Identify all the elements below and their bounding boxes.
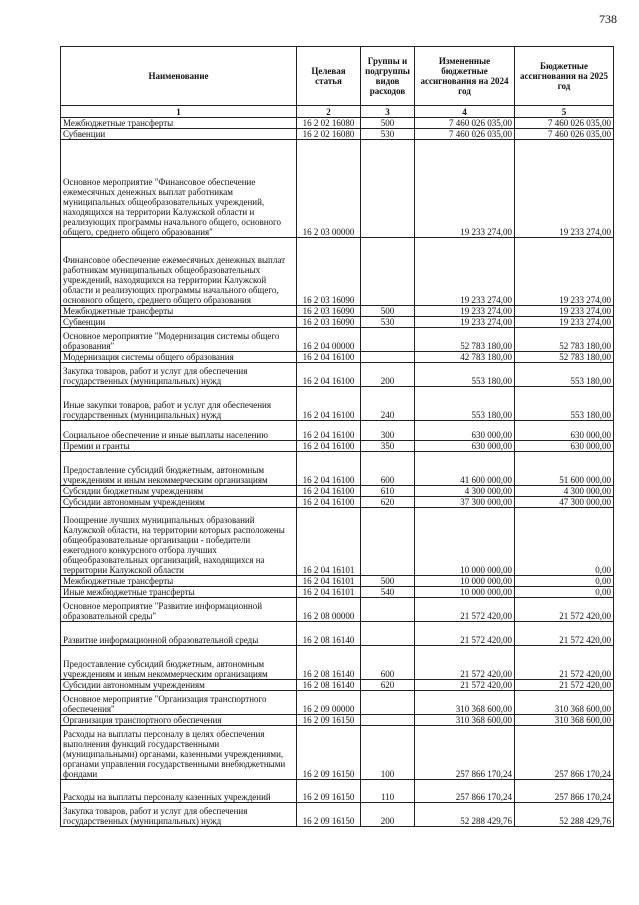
row-target-article: 16 2 04 00000 bbox=[297, 328, 361, 352]
row-amount-2025: 51 600 000,00 bbox=[515, 452, 614, 486]
row-expense-group bbox=[361, 715, 415, 726]
row-amount-2025: 310 368 600,00 bbox=[515, 715, 614, 726]
header-name: Наименование bbox=[61, 47, 297, 106]
row-amount-2024: 19 233 274,00 bbox=[415, 140, 515, 238]
row-target-article: 16 2 08 00000 bbox=[297, 598, 361, 622]
row-amount-2024: 310 368 600,00 bbox=[415, 691, 515, 715]
row-target-article: 16 2 08 16140 bbox=[297, 646, 361, 680]
row-name: Социальное обеспечение и иные выплаты населению bbox=[61, 421, 297, 441]
row-amount-2024: 257 866 170,24 bbox=[415, 726, 515, 780]
row-expense-group: 100 bbox=[361, 726, 415, 780]
row-amount-2025: 21 572 420,00 bbox=[515, 646, 614, 680]
row-expense-group: 620 bbox=[361, 680, 415, 691]
budget-table bbox=[60, 46, 614, 827]
row-amount-2024: 19 233 274,00 bbox=[415, 306, 515, 317]
row-target-article: 16 2 09 16150 bbox=[297, 803, 361, 827]
table-row bbox=[61, 780, 614, 803]
row-target-article: 16 2 04 16100 bbox=[297, 387, 361, 421]
row-expense-group bbox=[361, 140, 415, 238]
row-name: Субсидии автономным учреждениям bbox=[61, 497, 297, 508]
row-amount-2025: 553 180,00 bbox=[515, 363, 614, 387]
row-expense-group bbox=[361, 691, 415, 715]
row-amount-2024: 10 000 000,00 bbox=[415, 587, 515, 598]
row-name: Модернизация системы общего образования bbox=[61, 352, 297, 363]
row-amount-2025: 257 866 170,24 bbox=[515, 780, 614, 803]
row-expense-group: 530 bbox=[361, 317, 415, 328]
column-number: 1 bbox=[61, 106, 297, 118]
row-expense-group bbox=[361, 622, 415, 646]
row-target-article: 16 2 04 16100 bbox=[297, 441, 361, 452]
row-name: Предоставление субсидий бюджетным, автономным учреждениям и иным некоммерческим организациям bbox=[61, 646, 297, 680]
row-expense-group: 500 bbox=[361, 576, 415, 587]
row-amount-2025: 4 300 000,00 bbox=[515, 486, 614, 497]
column-number: 2 bbox=[297, 106, 361, 118]
row-amount-2024: 630 000,00 bbox=[415, 441, 515, 452]
row-expense-group: 500 bbox=[361, 118, 415, 129]
row-amount-2025: 52 783 180,00 bbox=[515, 328, 614, 352]
row-expense-group: 540 bbox=[361, 587, 415, 598]
row-expense-group: 600 bbox=[361, 452, 415, 486]
row-name: Основное мероприятие "Организация транспортного обеспечения" bbox=[61, 691, 297, 715]
row-target-article: 16 2 08 16140 bbox=[297, 680, 361, 691]
header-target-article: Целевая статья bbox=[297, 47, 361, 106]
row-amount-2024: 4 300 000,00 bbox=[415, 486, 515, 497]
header-allocations-2024: Измененные бюджетные ассигнования на 2024 год bbox=[415, 47, 515, 106]
table-row bbox=[61, 328, 614, 352]
row-name: Субсидии автономным учреждениям bbox=[61, 680, 297, 691]
row-expense-group bbox=[361, 598, 415, 622]
row-target-article: 16 2 02 16080 bbox=[297, 129, 361, 140]
row-amount-2025: 0,00 bbox=[515, 508, 614, 576]
row-amount-2024: 21 572 420,00 bbox=[415, 680, 515, 691]
row-amount-2025: 21 572 420,00 bbox=[515, 680, 614, 691]
row-amount-2024: 19 233 274,00 bbox=[415, 238, 515, 306]
table-row bbox=[61, 129, 614, 140]
row-target-article: 16 2 03 16090 bbox=[297, 238, 361, 306]
row-amount-2025: 7 460 026 035,00 bbox=[515, 118, 614, 129]
row-name: Закупка товаров, работ и услуг для обеспечения государственных (муниципальных) нужд bbox=[61, 803, 297, 827]
table-row bbox=[61, 803, 614, 827]
column-number: 3 bbox=[361, 106, 415, 118]
table-row bbox=[61, 118, 614, 129]
row-name: Основное мероприятие "Финансовое обеспечение ежемесячных денежных выплат работникам муниципальных общеобразовательных учреждений, находящихся на территории Калужской области и реализующих программы начального общего, основного общего, среднего общего образования" bbox=[61, 140, 297, 238]
column-number: 4 bbox=[415, 106, 515, 118]
row-amount-2024: 7 460 026 035,00 bbox=[415, 118, 515, 129]
row-amount-2024: 19 233 274,00 bbox=[415, 317, 515, 328]
row-amount-2024: 257 866 170,24 bbox=[415, 780, 515, 803]
row-target-article: 16 2 04 16101 bbox=[297, 587, 361, 598]
row-expense-group bbox=[361, 352, 415, 363]
column-number: 5 bbox=[515, 106, 614, 118]
row-amount-2025: 0,00 bbox=[515, 576, 614, 587]
row-target-article: 16 2 04 16100 bbox=[297, 421, 361, 441]
row-amount-2025: 630 000,00 bbox=[515, 421, 614, 441]
row-target-article: 16 2 03 16090 bbox=[297, 317, 361, 328]
row-name: Организация транспортного обеспечения bbox=[61, 715, 297, 726]
row-target-article: 16 2 09 00000 bbox=[297, 691, 361, 715]
row-amount-2024: 553 180,00 bbox=[415, 363, 515, 387]
table-row bbox=[61, 317, 614, 328]
header-row bbox=[61, 47, 614, 106]
table-row bbox=[61, 486, 614, 497]
row-amount-2025: 19 233 274,00 bbox=[515, 306, 614, 317]
row-amount-2024: 310 368 600,00 bbox=[415, 715, 515, 726]
table-row bbox=[61, 306, 614, 317]
row-amount-2024: 42 783 180,00 bbox=[415, 352, 515, 363]
row-target-article: 16 2 04 16100 bbox=[297, 363, 361, 387]
row-name: Иные закупки товаров, работ и услуг для обеспечения государственных (муниципальных) нужд bbox=[61, 387, 297, 421]
row-name: Развитие информационной образовательной среды bbox=[61, 622, 297, 646]
row-amount-2025: 52 288 429,76 bbox=[515, 803, 614, 827]
row-expense-group: 620 bbox=[361, 497, 415, 508]
row-name: Расходы на выплаты персоналу казенных учреждений bbox=[61, 780, 297, 803]
table-row bbox=[61, 622, 614, 646]
row-amount-2024: 37 300 000,00 bbox=[415, 497, 515, 508]
table-row bbox=[61, 497, 614, 508]
row-amount-2024: 52 783 180,00 bbox=[415, 328, 515, 352]
column-number-row bbox=[61, 106, 614, 118]
row-target-article: 16 2 04 16100 bbox=[297, 452, 361, 486]
row-expense-group: 610 bbox=[361, 486, 415, 497]
row-name: Субвенции bbox=[61, 317, 297, 328]
row-amount-2025: 47 300 000,00 bbox=[515, 497, 614, 508]
table-row bbox=[61, 587, 614, 598]
table-row bbox=[61, 452, 614, 486]
row-amount-2024: 553 180,00 bbox=[415, 387, 515, 421]
row-target-article: 16 2 08 16140 bbox=[297, 622, 361, 646]
page-number: 738 bbox=[599, 12, 617, 26]
row-name: Расходы на выплаты персоналу в целях обеспечения выполнения функций государственными (муниципальными) органами, казенными учреждениями, органами управления государственными внебюджетными фондами bbox=[61, 726, 297, 780]
row-expense-group bbox=[361, 238, 415, 306]
row-amount-2024: 21 572 420,00 bbox=[415, 646, 515, 680]
row-name: Межбюджетные трансферты bbox=[61, 118, 297, 129]
row-target-article: 16 2 03 16090 bbox=[297, 306, 361, 317]
table-row bbox=[61, 691, 614, 715]
row-expense-group: 500 bbox=[361, 306, 415, 317]
table-row bbox=[61, 715, 614, 726]
table-row bbox=[61, 576, 614, 587]
row-expense-group: 110 bbox=[361, 780, 415, 803]
row-target-article: 16 2 04 16100 bbox=[297, 352, 361, 363]
table-row bbox=[61, 646, 614, 680]
row-name: Основное мероприятие "Развитие информационной образовательной среды" bbox=[61, 598, 297, 622]
row-target-article: 16 2 04 16100 bbox=[297, 497, 361, 508]
table-row bbox=[61, 726, 614, 780]
row-amount-2025: 19 233 274,00 bbox=[515, 140, 614, 238]
row-amount-2025: 19 233 274,00 bbox=[515, 238, 614, 306]
row-name: Поощрение лучших муниципальных образований Калужской области, на территории которых расположены общеобразовательные организации - победители ежегодного конкурсного отбора лучших общеобразовательных организаций, находящихся на территории Калужской области bbox=[61, 508, 297, 576]
row-name: Межбюджетные трансферты bbox=[61, 576, 297, 587]
row-name: Премии и гранты bbox=[61, 441, 297, 452]
row-name: Иные межбюджетные трансферты bbox=[61, 587, 297, 598]
row-amount-2024: 21 572 420,00 bbox=[415, 622, 515, 646]
row-amount-2025: 310 368 600,00 bbox=[515, 691, 614, 715]
row-name: Закупка товаров, работ и услуг для обеспечения государственных (муниципальных) нужд bbox=[61, 363, 297, 387]
row-target-article: 16 2 04 16101 bbox=[297, 576, 361, 587]
row-target-article: 16 2 04 16101 bbox=[297, 508, 361, 576]
row-expense-group: 300 bbox=[361, 421, 415, 441]
row-amount-2024: 10 000 000,00 bbox=[415, 576, 515, 587]
row-amount-2025: 7 460 026 035,00 bbox=[515, 129, 614, 140]
row-expense-group: 530 bbox=[361, 129, 415, 140]
row-name: Финансовое обеспечение ежемесячных денежных выплат работникам муниципальных общеобразовательных учреждений, находящихся на территории Калужской области и реализующих программы начального общего, основного общего, среднего общего образования bbox=[61, 238, 297, 306]
row-amount-2025: 21 572 420,00 bbox=[515, 598, 614, 622]
row-expense-group: 600 bbox=[361, 646, 415, 680]
row-name: Субвенции bbox=[61, 129, 297, 140]
row-amount-2024: 52 288 429,76 bbox=[415, 803, 515, 827]
header-expense-groups: Группы и подгруппы видов расходов bbox=[361, 47, 415, 106]
table-row bbox=[61, 598, 614, 622]
row-expense-group: 240 bbox=[361, 387, 415, 421]
row-amount-2024: 630 000,00 bbox=[415, 421, 515, 441]
table-row bbox=[61, 387, 614, 421]
row-target-article: 16 2 09 16150 bbox=[297, 726, 361, 780]
table-row bbox=[61, 421, 614, 441]
row-amount-2025: 553 180,00 bbox=[515, 387, 614, 421]
row-amount-2025: 630 000,00 bbox=[515, 441, 614, 452]
table-row bbox=[61, 238, 614, 306]
row-amount-2025: 52 783 180,00 bbox=[515, 352, 614, 363]
row-expense-group: 200 bbox=[361, 803, 415, 827]
row-expense-group bbox=[361, 508, 415, 576]
table-row bbox=[61, 363, 614, 387]
row-amount-2025: 257 866 170,24 bbox=[515, 726, 614, 780]
table-row bbox=[61, 441, 614, 452]
row-expense-group bbox=[361, 328, 415, 352]
row-amount-2024: 10 000 000,00 bbox=[415, 508, 515, 576]
row-target-article: 16 2 03 00000 bbox=[297, 140, 361, 238]
table-row bbox=[61, 140, 614, 238]
row-expense-group: 200 bbox=[361, 363, 415, 387]
table-body bbox=[61, 118, 614, 827]
row-amount-2025: 19 233 274,00 bbox=[515, 317, 614, 328]
row-name: Основное мероприятие "Модернизация системы общего образования" bbox=[61, 328, 297, 352]
row-target-article: 16 2 04 16100 bbox=[297, 486, 361, 497]
table-row bbox=[61, 352, 614, 363]
row-name: Предоставление субсидий бюджетным, автономным учреждениям и иным некоммерческим организациям bbox=[61, 452, 297, 486]
row-amount-2024: 7 460 026 035,00 bbox=[415, 129, 515, 140]
row-amount-2025: 0,00 bbox=[515, 587, 614, 598]
row-target-article: 16 2 09 16150 bbox=[297, 780, 361, 803]
table-row bbox=[61, 680, 614, 691]
row-target-article: 16 2 09 16150 bbox=[297, 715, 361, 726]
row-name: Межбюджетные трансферты bbox=[61, 306, 297, 317]
row-amount-2024: 21 572 420,00 bbox=[415, 598, 515, 622]
row-amount-2024: 41 600 000,00 bbox=[415, 452, 515, 486]
row-target-article: 16 2 02 16080 bbox=[297, 118, 361, 129]
row-expense-group: 350 bbox=[361, 441, 415, 452]
row-name: Субсидии бюджетным учреждениям bbox=[61, 486, 297, 497]
row-amount-2025: 21 572 420,00 bbox=[515, 622, 614, 646]
table-row bbox=[61, 508, 614, 576]
header-allocations-2025: Бюджетные ассигнования на 2025 год bbox=[515, 47, 614, 106]
